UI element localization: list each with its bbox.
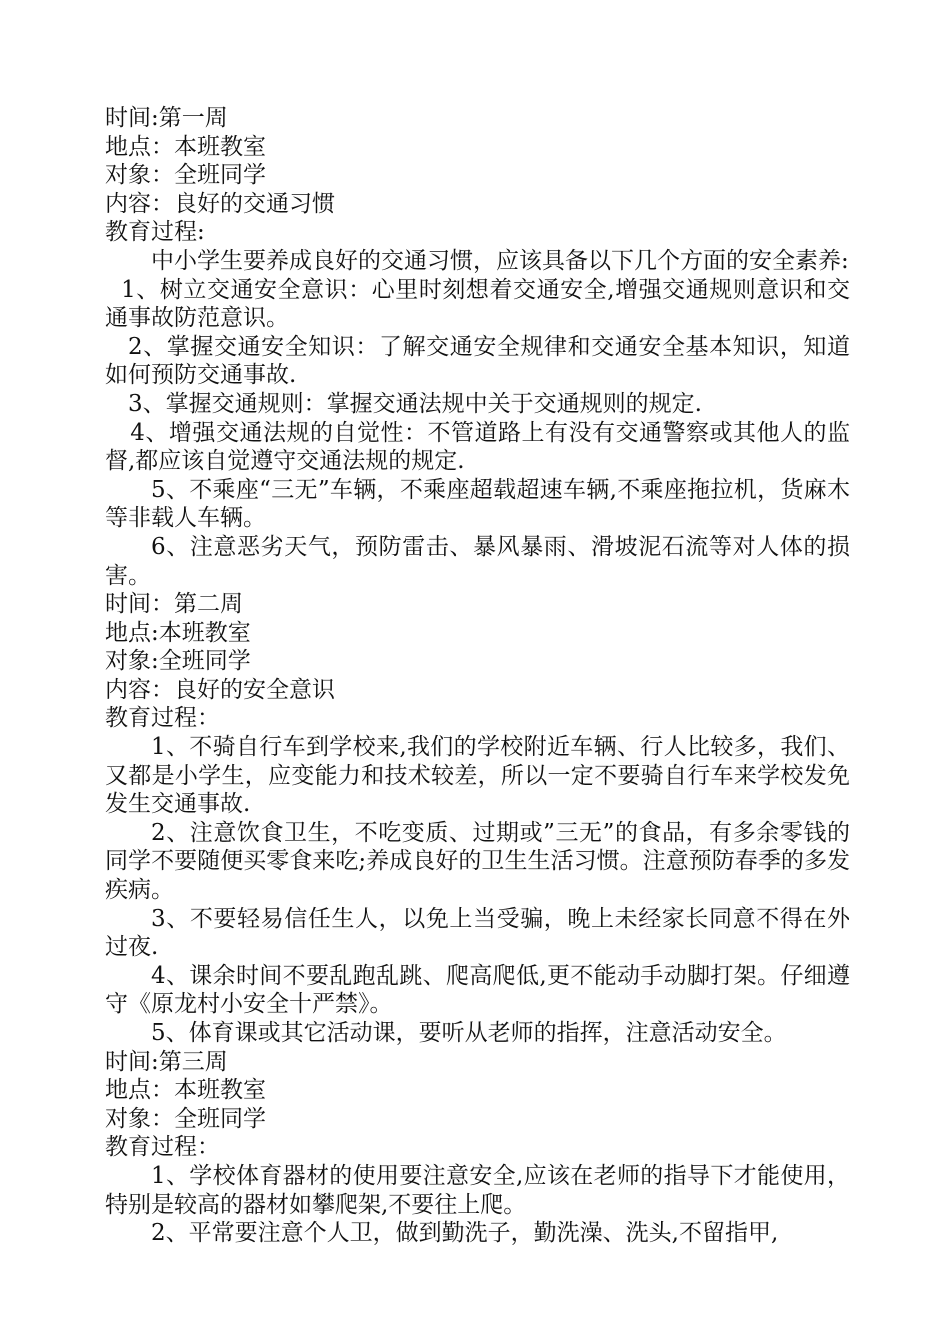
week1-intro: 中小学生要养成良好的交通习惯，应该具备以下几个方面的安全素养: [151,247,849,274]
week2-place: 地点:本班教室 [105,619,251,646]
week1-content: 内容：良好的交通习惯 [105,190,335,217]
week3-item-2: 2、平常要注意个人卫，做到勤洗子，勤洗澡、洗头,不留指甲, [151,1220,779,1247]
week2-time: 时间：第二周 [105,591,243,618]
week1-item-3: 3、掌握交通规则：掌握交通法规中关于交通规则的规定. [128,390,702,417]
week1-process-label: 教育过程: [105,219,205,246]
week3-process-label: 教育过程： [105,1134,220,1161]
week2-section [105,590,850,1048]
week1-item-2: 2、掌握交通安全知识：了解交通安全规律和交通安全基本知识，知道如何预防交通事故. [105,333,850,389]
week1-time: 时间:第一周 [105,105,228,131]
week3-place: 地点：本班教室 [105,1077,266,1104]
week2-process-label: 教育过程： [105,705,220,732]
week1-target: 对象：全班同学 [105,162,266,189]
week1-place: 地点：本班教室 [105,133,266,160]
week1-item-1: 1、树立交通安全意识：心里时刻想着交通安全,增强交通规则意识和交通事故防范意识。 [105,276,850,332]
week2-content: 内容：良好的安全意识 [105,676,335,703]
week1-item-4: 4、增强交通法规的自觉性：不管道路上有没有交通警察或其他人的监督,都应该自觉遵守交通法规的规定. [105,419,850,475]
week3-item-1: 1、学校体育器材的使用要注意安全,应该在老师的指导下才能使用，特别是较高的器材如攀爬架,不要往上爬。 [105,1162,850,1218]
week1-item-6: 6、注意恶劣天气，预防雷击、暴风暴雨、滑坡泥石流等对人体的损害。 [105,533,850,589]
document-page [105,104,850,1248]
week2-item-4: 4、课余时间不要乱跑乱跳、爬高爬低,更不能动手动脚打架。仔细遵守《原龙村小安全十严禁》。 [105,962,850,1018]
week3-target: 对象：全班同学 [105,1105,266,1132]
week2-item-5: 5、体育课或其它活动课，要听从老师的指挥，注意活动安全。 [151,1020,787,1046]
week2-item-3: 3、不要轻易信任生人，以免上当受骗，晚上未经家长同意不得在外过夜. [105,905,850,961]
week1-item-5: 5、不乘座“三无”车辆，不乘座超载超速车辆,不乘座拖拉机，货麻木等非载人车辆。 [105,476,850,532]
week2-item-1: 1、不骑自行车到学校来,我们的学校附近车辆、行人比较多，我们、又都是小学生，应变能力和技术较差，所以一定不要骑自行车来学校发免发生交通事故. [105,734,850,818]
week1-section [105,104,850,590]
week3-section [105,1048,850,1248]
week3-time: 时间:第三周 [105,1048,228,1075]
week2-target: 对象:全班同学 [105,648,251,675]
week2-item-2: 2、注意饮食卫生，不吃变质、过期或”三无”的食品，有多余零钱的同学不要随便买零食来吃;养成良好的卫生生活习惯。注意预防春季的多发疾病。 [105,819,850,904]
